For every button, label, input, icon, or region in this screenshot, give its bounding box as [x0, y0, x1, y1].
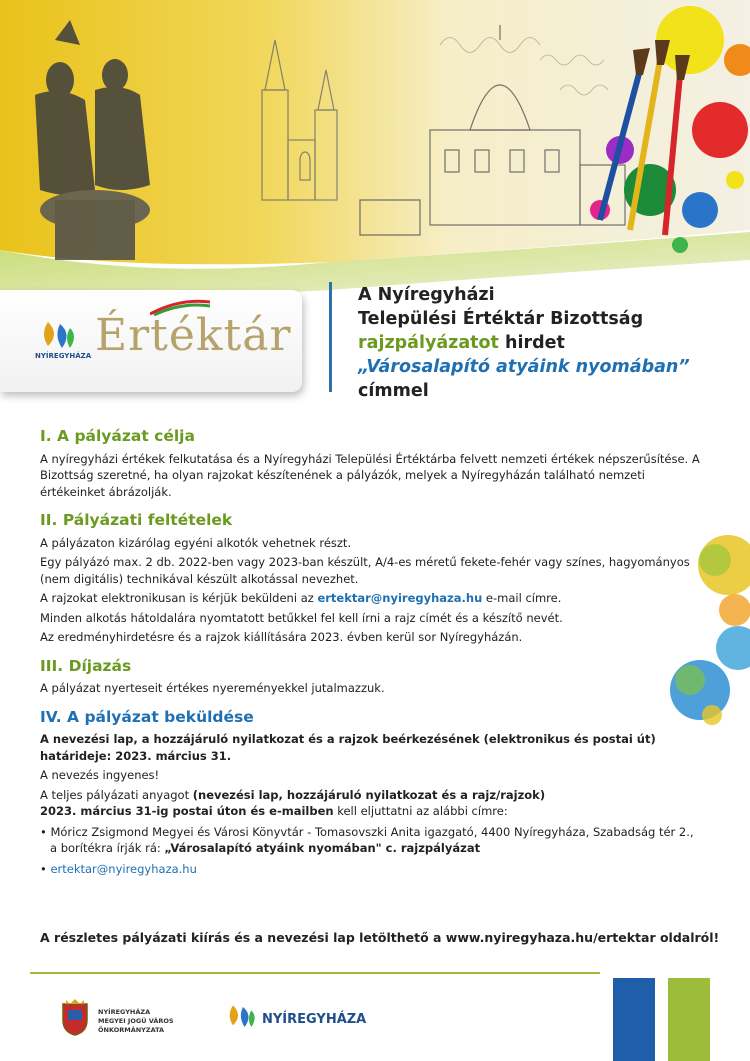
address-bullet: • Móricz Zsigmond Megyei és Városi Könyvtár - Tomasovszki Anita igazgató, 4400 Nyíregyháza, Szabadság tér 2., a borítékra írják rá: „Városalapító atyáink nyomában" c. rajzpályázat: [40, 824, 694, 855]
section-4-deadline: A nevezési lap, a hozzájáruló nyilatkozat és a rajzok beérkezésének (elektronikus és postai út) határideje: 2023. március 31.: [40, 732, 656, 763]
section-4-free: A nevezés ingyenes!: [40, 768, 160, 782]
section-2-p3: A rajzokat elektronikusan is kérjük beküldeni az ertektar@nyiregyhaza.hu e-mail címre.: [40, 591, 562, 605]
city-crest-icon: [60, 998, 90, 1036]
watercolor-blobs: [640, 530, 750, 760]
city-brand-icon: [225, 1002, 261, 1032]
heading-divider: [329, 282, 332, 392]
announcement-heading: [358, 283, 690, 403]
heading-line-5: címmel: [358, 381, 429, 401]
section-3-text: A pályázat nyerteseit értékes nyereményekkel jutalmazzuk.: [40, 681, 385, 695]
heading-line-3: rajzpályázatot hirdet: [358, 333, 565, 353]
city-logo-icon: [40, 318, 80, 354]
section-1-text: A nyíregyházi értékek felkutatása és a Nyíregyházi Települési Értéktárba felvett nemzeti értékek népszerűsítése. A Bizottság szeretné, ha olyan rajzokat készítenének a pályázók, melyek a Nyíregyházán található nemzeti értékeinket ábrázolják.: [40, 451, 700, 499]
footer-green-bar: [668, 978, 710, 1061]
municipality-name: NYÍREGYHÁZA MEGYEI JOGÚ VÁROS ÖNKORMÁNYZATA: [98, 1008, 174, 1034]
ertektar-logo-card: [0, 290, 302, 392]
footer-blue-bar: [613, 978, 655, 1061]
section-2-title: II. Pályázati feltételek: [40, 511, 233, 529]
email-link-2[interactable]: ertektar@nyiregyhaza.hu: [50, 861, 197, 876]
heading-highlight: rajzpályázatot: [358, 333, 499, 353]
footer-divider: [30, 972, 600, 974]
section-2-p2: Egy pályázó max. 2 db. 2022-ben vagy 2023-ban készült, A/4-es méretű fekete-fehér vagy színes, hagyományos (nem digitális) technikával készült alkotással nevezhet.: [40, 555, 690, 586]
flag-swoosh: [150, 298, 210, 316]
section-2-p1: A pályázaton kizárólag egyéni alkotók vehetnek részt.: [40, 535, 352, 550]
section-4-p3: A teljes pályázati anyagot (nevezési lap, hozzájáruló nyilatkozat és a rajz/rajzok): [40, 787, 546, 802]
email-link[interactable]: ertektar@nyiregyhaza.hu: [317, 591, 483, 605]
city-brand-name: NYÍREGYHÁZA: [262, 1012, 367, 1027]
ertektar-wordmark: Értéktár: [95, 310, 292, 361]
logo-city-name: NYÍREGYHÁZA: [35, 352, 92, 360]
email-bullet: • ertektar@nyiregyhaza.hu: [40, 861, 197, 876]
section-3-title: III. Díjazás: [40, 656, 132, 675]
heading-line-1: A Nyíregyházi: [358, 285, 495, 305]
section-4-p4: 2023. március 31-ig postai úton és e-mailben kell eljuttatni az alábbi címre:: [40, 804, 508, 818]
main-content: [40, 428, 700, 877]
download-info: A részletes pályázati kiírás és a nevezési lap letölthető a www.nyiregyhaza.hu/ertektar oldalról!: [40, 930, 720, 945]
section-4-title: IV. A pályázat beküldése: [40, 707, 254, 726]
competition-title: „Városalapító atyáink nyomában”: [358, 357, 690, 377]
section-2-p5: Az eredményhirdetésre és a rajzok kiállítására 2023. évben kerül sor Nyíregyházán.: [40, 630, 523, 644]
section-2-p4: Minden alkotás hátoldalára nyomtatott betűkkel fel kell írni a rajz címét és a készítő nevét.: [40, 610, 563, 625]
section-1-title: I. A pályázat célja: [40, 427, 195, 445]
heading-line-2: Települési Értéktár Bizottság: [358, 309, 644, 329]
